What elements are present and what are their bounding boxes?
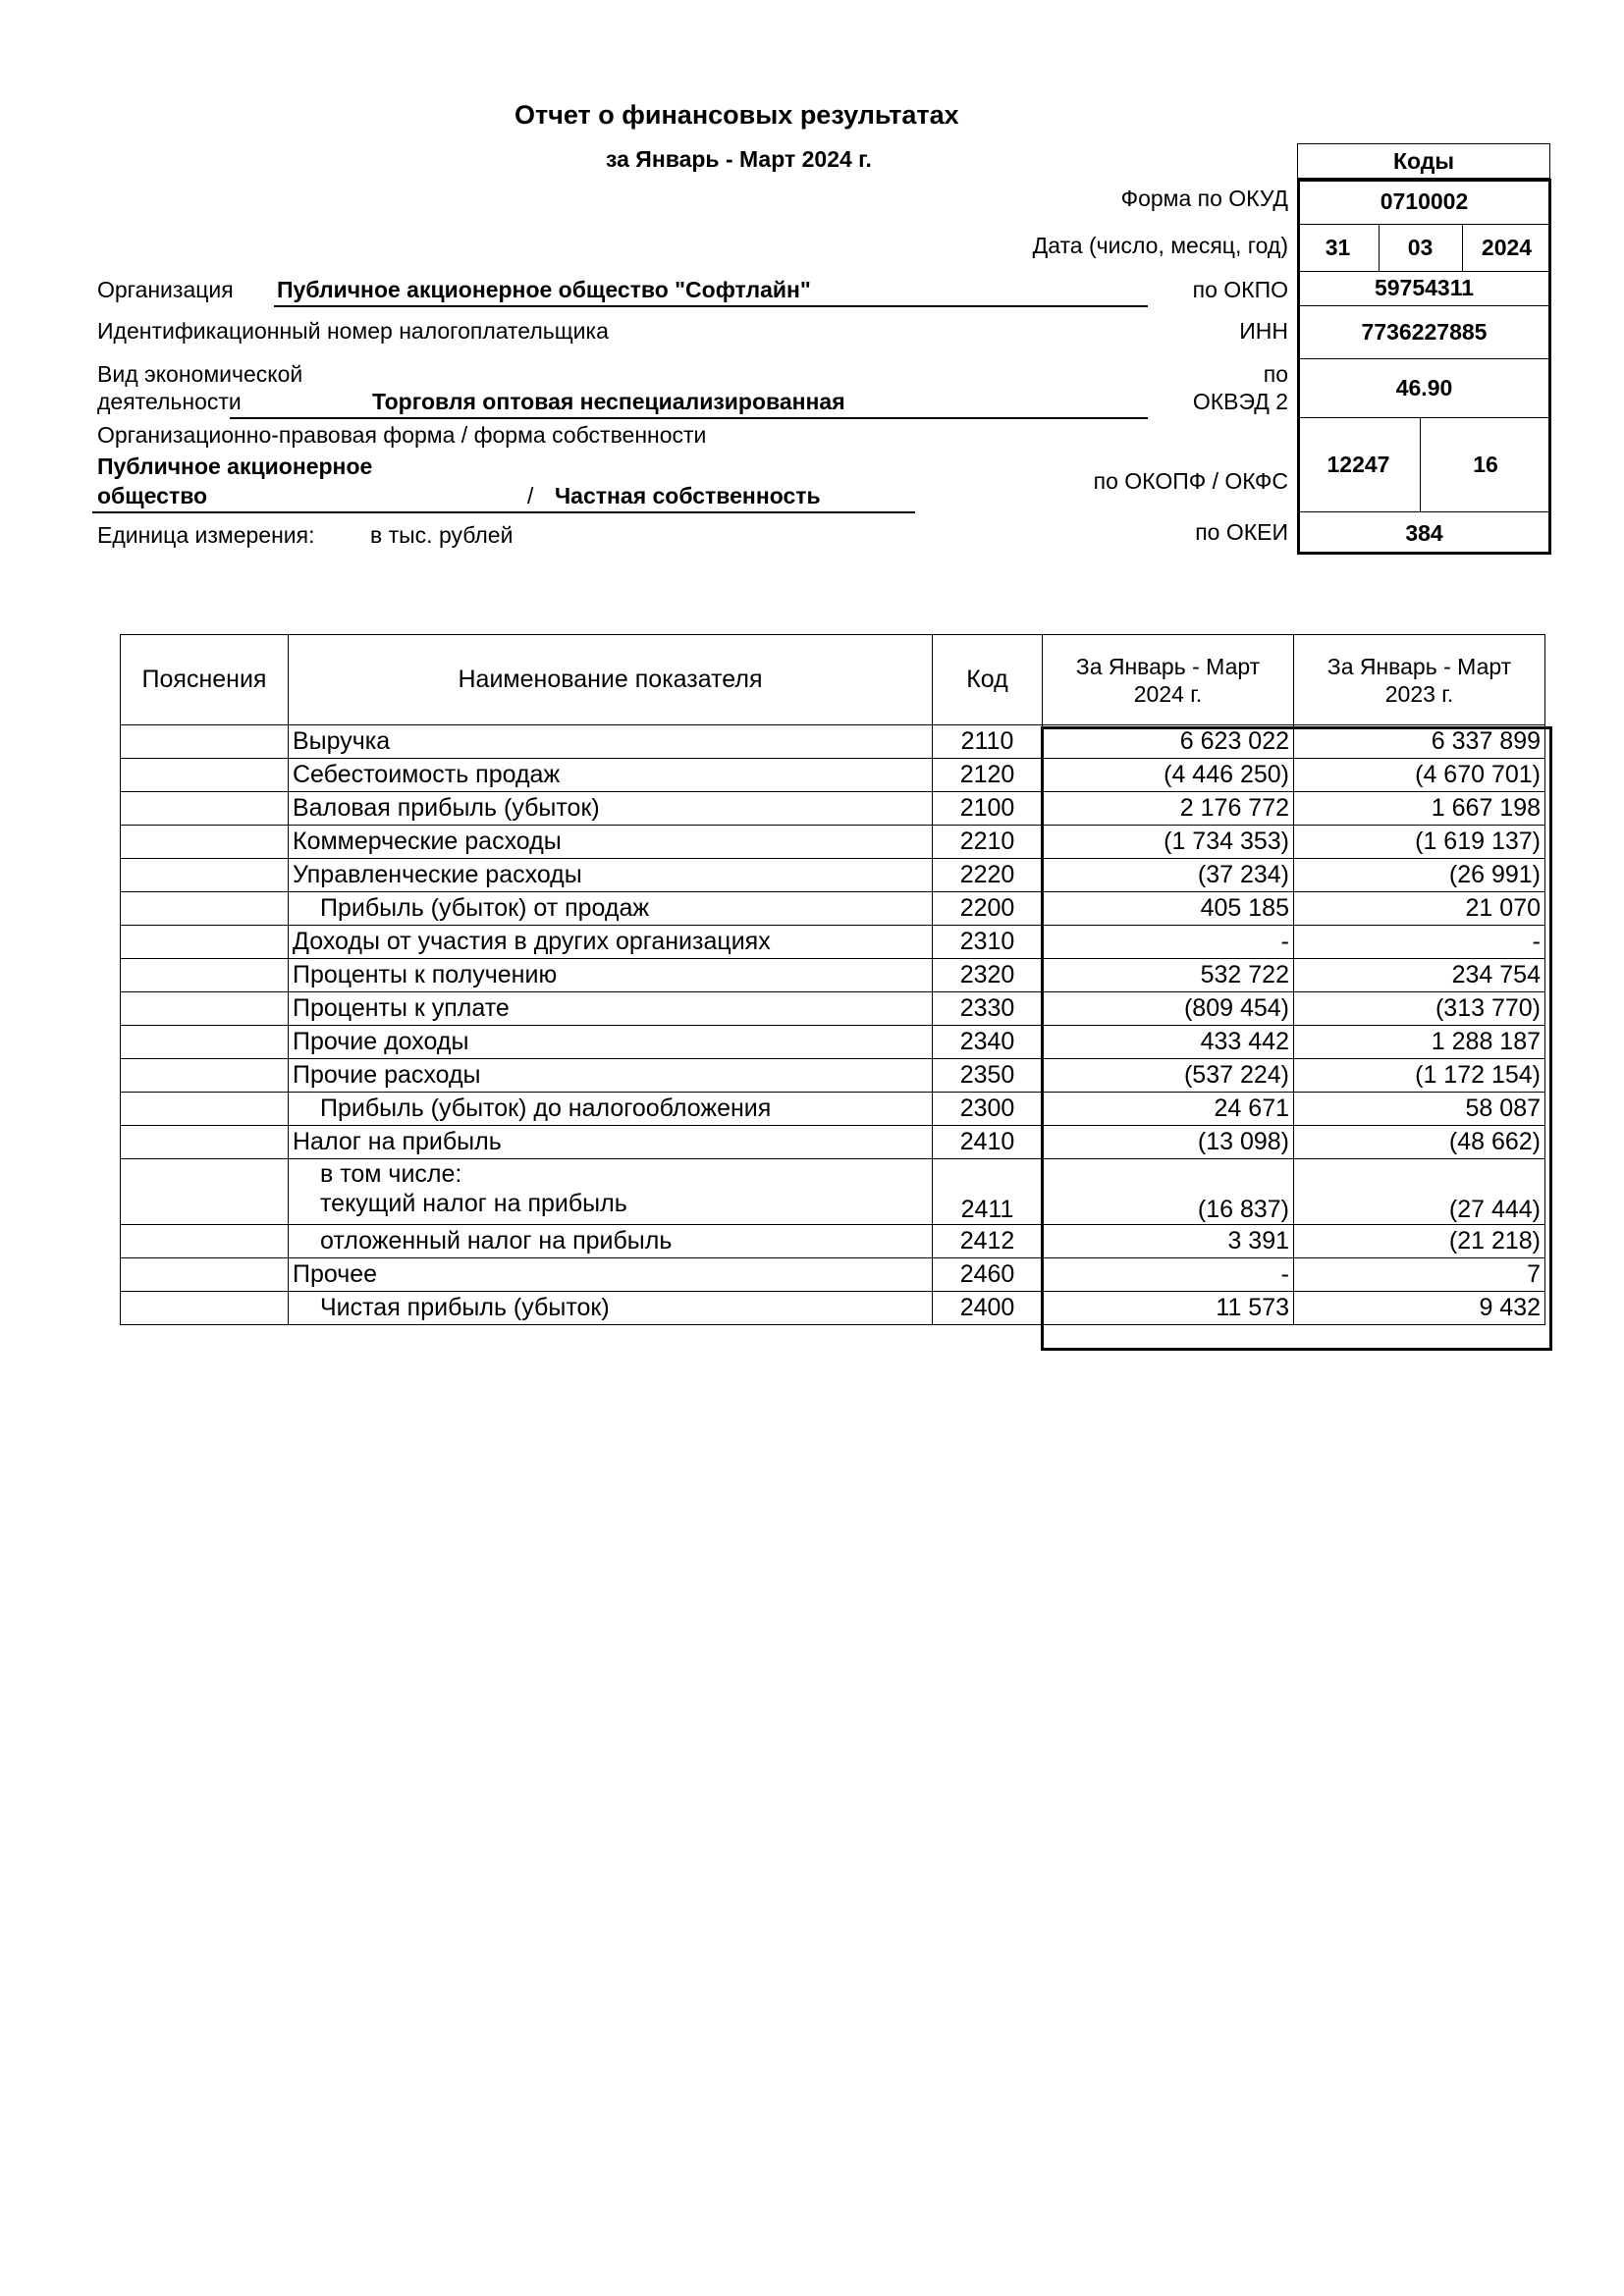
current-period-value: (809 454) (1043, 992, 1294, 1026)
current-period-value: (37 234) (1043, 859, 1294, 892)
inn-value: 7736227885 (1361, 318, 1488, 345)
previous-period-value: 21 070 (1294, 892, 1545, 926)
table-row (121, 759, 1545, 792)
notes-cell (121, 1059, 289, 1093)
indicator-name: Доходы от участия в других организациях (289, 926, 933, 959)
inn-code-label: ИНН (1239, 318, 1288, 344)
activity-label-2: деятельности (97, 389, 242, 414)
previous-period-value: 1 288 187 (1294, 1026, 1545, 1059)
indicator-name: в том числе: текущий налог на прибыль (289, 1159, 933, 1225)
header-notes: Пояснения (121, 635, 289, 725)
table-row (121, 1292, 1545, 1325)
previous-period-value: (26 991) (1294, 859, 1545, 892)
org-label: Организация (97, 277, 234, 302)
okud-label: Форма по ОКУД (1120, 186, 1288, 211)
table-row (121, 826, 1545, 859)
okud-value: 0710002 (1380, 187, 1469, 214)
indicator-name: Прочее (289, 1258, 933, 1292)
date-month: 03 (1407, 234, 1434, 260)
notes-cell (121, 859, 289, 892)
indicator-code: 2110 (933, 725, 1043, 759)
report-period: за Январь - Март 2024 г. (606, 146, 872, 172)
table-row (121, 792, 1545, 826)
okpo-label: по ОКПО (1192, 277, 1288, 302)
okved-label-1: по (1263, 361, 1288, 387)
notes-cell (121, 1292, 289, 1325)
table-row (121, 1059, 1545, 1093)
indicator-code: 2120 (933, 759, 1043, 792)
ownership-value: Частная собственность (555, 483, 821, 508)
report-title: Отчет о финансовых результатах (514, 100, 959, 130)
indicator-name: Прибыль (убыток) от продаж (289, 892, 933, 926)
indicator-code: 2460 (933, 1258, 1043, 1292)
legal-form-1: Публичное акционерное (97, 454, 373, 479)
previous-period-value: (27 444) (1294, 1159, 1545, 1225)
current-period-value: (4 446 250) (1043, 759, 1294, 792)
notes-cell (121, 959, 289, 992)
unit-value: в тыс. рублей (370, 522, 514, 548)
header-code: Код (933, 635, 1043, 725)
notes-cell (121, 1225, 289, 1258)
table-row (121, 1258, 1545, 1292)
notes-cell (121, 992, 289, 1026)
table-row (121, 1159, 1545, 1225)
indicator-code: 2410 (933, 1126, 1043, 1159)
current-period-value: - (1043, 1258, 1294, 1292)
table-row (121, 1093, 1545, 1126)
current-period-value: (13 098) (1043, 1126, 1294, 1159)
indicator-code: 2310 (933, 926, 1043, 959)
table-row (121, 1225, 1545, 1258)
previous-period-value: 7 (1294, 1258, 1545, 1292)
header-name: Наименование показателя (289, 635, 933, 725)
date-day: 31 (1325, 234, 1351, 260)
indicator-name: отложенный налог на прибыль (289, 1225, 933, 1258)
notes-cell (121, 1126, 289, 1159)
okfs-value: 16 (1473, 451, 1498, 477)
indicator-name: Проценты к получению (289, 959, 933, 992)
table-row (121, 992, 1545, 1026)
previous-period-value: (1 172 154) (1294, 1059, 1545, 1093)
okpo-value: 59754311 (1374, 275, 1475, 300)
current-period-value: (1 734 353) (1043, 826, 1294, 859)
table-row (121, 892, 1545, 926)
previous-period-value: 58 087 (1294, 1093, 1545, 1126)
indicator-name: Валовая прибыль (убыток) (289, 792, 933, 826)
previous-period-value: (4 670 701) (1294, 759, 1545, 792)
current-period-value: 2 176 772 (1043, 792, 1294, 826)
header-current-period: За Январь - Март 2024 г. (1043, 635, 1294, 725)
legal-form-label: Организационно-правовая форма / форма собственности (97, 422, 707, 448)
table-row (121, 926, 1545, 959)
notes-cell (121, 1159, 289, 1225)
indicator-code: 2330 (933, 992, 1043, 1026)
indicator-name: Проценты к уплате (289, 992, 933, 1026)
previous-period-value: (48 662) (1294, 1126, 1545, 1159)
indicator-name: Коммерческие расходы (289, 826, 933, 859)
indicator-code: 2340 (933, 1026, 1043, 1059)
indicator-name: Выручка (289, 725, 933, 759)
current-period-value: 3 391 (1043, 1225, 1294, 1258)
indicator-name: Управленческие расходы (289, 859, 933, 892)
okved-label-2: ОКВЭД 2 (1192, 389, 1288, 414)
legal-form-2: общество (97, 483, 208, 508)
indicator-name: Прочие доходы (289, 1026, 933, 1059)
table-row (121, 1126, 1545, 1159)
current-period-value: - (1043, 926, 1294, 959)
table-row (121, 725, 1545, 759)
current-period-value: (16 837) (1043, 1159, 1294, 1225)
indicator-code: 2100 (933, 792, 1043, 826)
activity-label-1: Вид экономической (97, 361, 303, 387)
notes-cell (121, 826, 289, 859)
financial-results-table (120, 634, 1545, 1325)
table-row (121, 859, 1545, 892)
previous-period-value: (21 218) (1294, 1225, 1545, 1258)
indicator-code: 2320 (933, 959, 1043, 992)
activity-value: Торговля оптовая неспециализированная (372, 389, 845, 414)
header-previous-period: За Январь - Март 2023 г. (1294, 635, 1545, 725)
indicator-code: 2350 (933, 1059, 1043, 1093)
previous-period-value: 234 754 (1294, 959, 1545, 992)
okopf-value: 12247 (1326, 451, 1390, 477)
indicator-code: 2220 (933, 859, 1043, 892)
okopf-label: по ОКОПФ / ОКФС (1093, 468, 1288, 494)
current-period-value: 433 442 (1043, 1026, 1294, 1059)
notes-cell (121, 1093, 289, 1126)
codes-header: Коды (1392, 147, 1455, 174)
indicator-name: Прочие расходы (289, 1059, 933, 1093)
table-header-row (121, 635, 1545, 725)
date-year: 2024 (1481, 234, 1533, 260)
unit-label: Единица измерения: (97, 522, 315, 548)
inn-full-label: Идентификационный номер налогоплательщика (97, 318, 609, 344)
previous-period-value: 9 432 (1294, 1292, 1545, 1325)
current-period-value: (537 224) (1043, 1059, 1294, 1093)
indicator-code: 2300 (933, 1093, 1043, 1126)
okei-value: 384 (1405, 519, 1443, 546)
org-name: Публичное акционерное общество "Софтлайн" (277, 277, 811, 302)
table-row (121, 959, 1545, 992)
previous-period-value: (313 770) (1294, 992, 1545, 1026)
previous-period-value: - (1294, 926, 1545, 959)
indicator-name: Себестоимость продаж (289, 759, 933, 792)
current-period-value: 24 671 (1043, 1093, 1294, 1126)
indicator-name: Прибыль (убыток) до налогообложения (289, 1093, 933, 1126)
current-period-value: 405 185 (1043, 892, 1294, 926)
okei-label: по ОКЕИ (1195, 519, 1288, 545)
notes-cell (121, 725, 289, 759)
indicator-name: Чистая прибыль (убыток) (289, 1292, 933, 1325)
current-period-value: 532 722 (1043, 959, 1294, 992)
indicator-code: 2411 (933, 1159, 1043, 1225)
notes-cell (121, 759, 289, 792)
indicator-code: 2400 (933, 1292, 1043, 1325)
current-period-value: 6 623 022 (1043, 725, 1294, 759)
notes-cell (121, 892, 289, 926)
indicator-code: 2210 (933, 826, 1043, 859)
previous-period-value: 1 667 198 (1294, 792, 1545, 826)
indicator-code: 2200 (933, 892, 1043, 926)
notes-cell (121, 1026, 289, 1059)
previous-period-value: 6 337 899 (1294, 725, 1545, 759)
notes-cell (121, 792, 289, 826)
date-label: Дата (число, месяц, год) (1032, 233, 1288, 258)
previous-period-value: (1 619 137) (1294, 826, 1545, 859)
legal-form-slash: / (527, 483, 534, 508)
indicator-code: 2412 (933, 1225, 1043, 1258)
okved-value: 46.90 (1395, 374, 1453, 400)
table-row (121, 1026, 1545, 1059)
current-period-value: 11 573 (1043, 1292, 1294, 1325)
notes-cell (121, 926, 289, 959)
indicator-name: Налог на прибыль (289, 1126, 933, 1159)
notes-cell (121, 1258, 289, 1292)
